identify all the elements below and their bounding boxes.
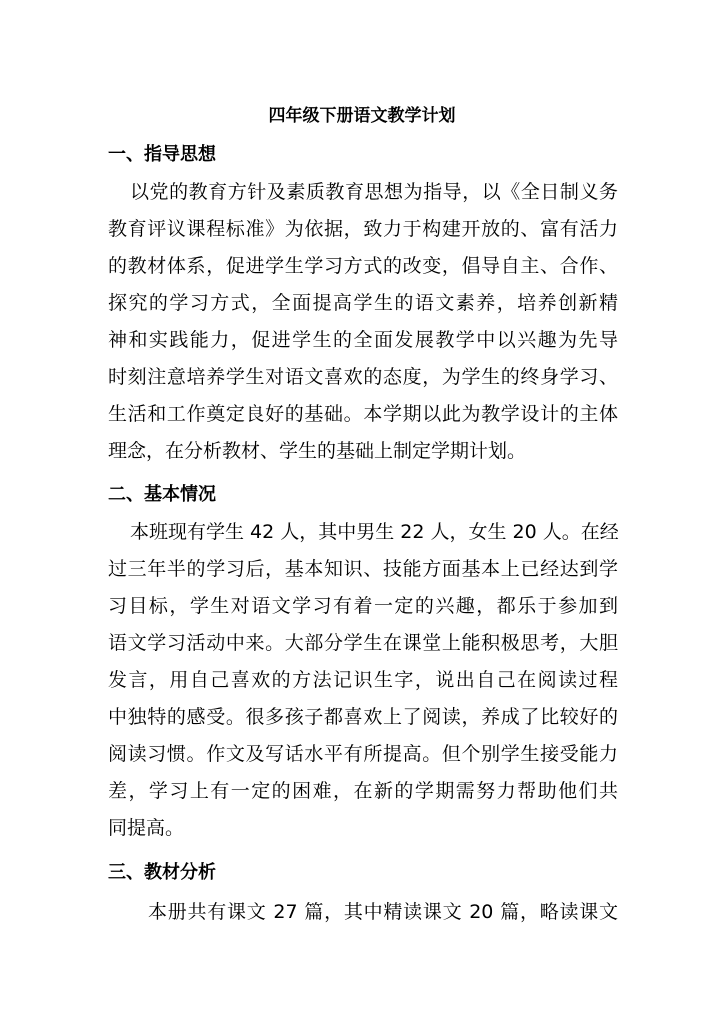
paragraph-line: 探究的学习方式，全面提高学生的语文素养，培养创新精 xyxy=(108,292,618,314)
paragraph-line: 习目标，学生对语文学习有着一定的兴趣，都乐于参加到 xyxy=(108,595,618,617)
paragraph-line: 神和实践能力，促进学生的全面发展教学中以兴趣为先导 xyxy=(108,329,618,351)
paragraph-line: 以党的教育方针及素质教育思想为指导，以《全日制义务 xyxy=(130,181,618,203)
paragraph-line: 理念，在分析教材、学生的基础上制定学期计划。 xyxy=(108,440,527,462)
section-heading-textbook-analysis: 三、教材分析 xyxy=(108,862,216,883)
paragraph-line: 过三年半的学习后，基本知识、技能方面基本上已经达到学 xyxy=(108,558,618,580)
section-heading-basic-situation: 二、基本情况 xyxy=(108,484,216,505)
paragraph-line: 时刻注意培养学生对语文喜欢的态度，为学生的终身学习、 xyxy=(108,366,618,388)
paragraph-line: 中独特的感受。很多孩子都喜欢上了阅读，养成了比较好的 xyxy=(108,706,618,728)
paragraph-line: 教育评议课程标准》为依据，致力于构建开放的、富有活力 xyxy=(108,218,618,240)
section-heading-guiding-ideology: 一、指导思想 xyxy=(108,144,216,165)
paragraph-line: 语文学习活动中来。大部分学生在课堂上能积极思考，大胆 xyxy=(108,632,618,654)
document-title: 四年级下册语文教学计划 xyxy=(268,106,456,126)
paragraph-line: 的教材体系，促进学生学习方式的改变，倡导自主、合作、 xyxy=(108,255,618,277)
paragraph-line: 发言，用自己喜欢的方法记识生字，说出自己在阅读过程 xyxy=(108,669,618,691)
paragraph-line: 同提高。 xyxy=(108,817,185,839)
paragraph-line: 阅读习惯。作文及写话水平有所提高。但个别学生接受能力 xyxy=(108,743,618,765)
paragraph-line: 本册共有课文 27 篇，其中精读课文 20 篇，略读课文 xyxy=(148,901,618,923)
paragraph-line: 本班现有学生 42 人，其中男生 22 人，女生 20 人。在经 xyxy=(130,521,619,543)
paragraph-line: 差，学习上有一定的困难，在新的学期需努力帮助他们共 xyxy=(108,780,618,802)
paragraph-line: 生活和工作奠定良好的基础。本学期以此为教学设计的主体 xyxy=(108,403,618,425)
